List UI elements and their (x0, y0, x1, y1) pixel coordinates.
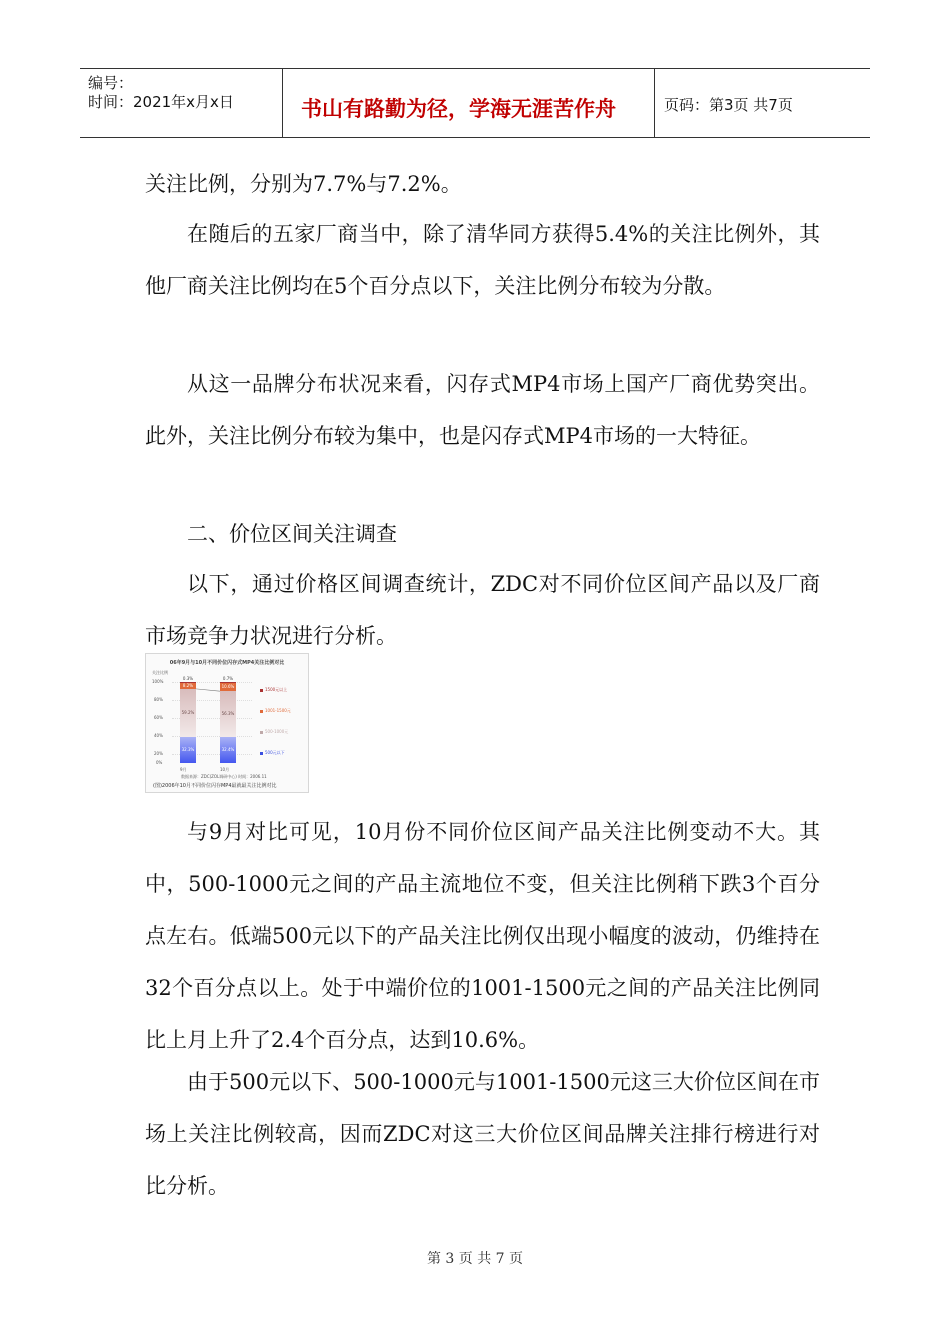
time-label: 时间：2021年x月x日 (88, 93, 234, 111)
header-page-cell (655, 69, 870, 137)
legend-item: 1001-1500元 (260, 708, 291, 714)
page-footer: 第 3 页 共 7 页 (426, 1251, 524, 1267)
page-label: 页码：第3页 共7页 (664, 96, 793, 114)
data-label: 0.7% (222, 676, 234, 681)
y-tick-label: 20% (154, 751, 163, 756)
chart-caption: (图)2006年10月不同价位闪存MP4最就最关注比例对比 (153, 783, 277, 789)
y-axis-label: 关注比例 (152, 670, 168, 675)
plot-area (172, 676, 252, 763)
legend-item: 500元以下 (260, 750, 285, 756)
series-connector-line (196, 689, 220, 691)
x-tick-label: 10月 (220, 767, 230, 772)
number-label: 编号： (88, 74, 134, 92)
data-label: 32.4% (221, 746, 235, 752)
chart-title: 06年9月与10月不同价位闪存式MP4关注比例对比 (169, 660, 285, 666)
data-label: 32.3% (181, 746, 195, 752)
motto-text: 书山有路勤为径，学海无涯苦作舟 (301, 97, 616, 121)
paragraph-5: 与9月对比可见，10月份不同价位区间产品关注比例变动不大。其中，500-1000元之间的产品主流地位不变，但关注比例稍下跌3个百分点左右。低端500元以下的产品关注比例仅出现小幅度的波动，仍维持在32个百分点以上。处于中端价位的1001-1500元之间的产品关注比例同比上月上升了2.4个百分点，达到10.6%。 (145, 820, 820, 1052)
section-heading: 二、价位区间关注调查 (187, 522, 397, 546)
chart-source: 数据来源：ZDC(ZOL调研中心) 时间：2006.11 (181, 774, 267, 779)
data-label: 59.2% (181, 709, 195, 715)
y-tick-label: 60% (154, 715, 163, 720)
y-tick-label: 100% (152, 679, 164, 684)
paragraph-3: 从这一品牌分布状况来看，闪存式MP4市场上国产厂商优势突出。此外，关注比例分布较为集中，也是闪存式MP4市场的一大特征。 (145, 372, 820, 448)
paragraph-4: 以下，通过价格区间调查统计，ZDC对不同价位区间产品以及厂商市场竞争力状况进行分析。 (145, 572, 820, 648)
header-motto-cell (283, 69, 655, 137)
price-range-chart (145, 653, 309, 793)
y-tick-label: 0% (156, 760, 163, 765)
header-meta-cell (80, 69, 283, 137)
data-label: 10.6% (221, 683, 235, 689)
data-label: 0.3% (182, 676, 194, 681)
data-label: 8.2% (182, 682, 194, 688)
y-tick-label: 40% (154, 733, 163, 738)
paragraph-6: 由于500元以下、500-1000元与1001-1500元这三大价位区间在市场上关注比例较高，因而ZDC对这三大价位区间品牌关注排行榜进行对比分析。 (145, 1070, 820, 1198)
trend-line-svg (172, 682, 252, 763)
x-tick-label: 9月 (180, 767, 187, 772)
paragraph-1: 关注比例，分别为7.7%与7.2%。 (145, 172, 462, 196)
data-label: 56.3% (221, 710, 235, 716)
page-header (80, 68, 870, 138)
legend-item: 1500元以上 (260, 687, 287, 693)
y-tick-label: 80% (154, 697, 163, 702)
legend-item: 500-1000元 (260, 729, 288, 735)
paragraph-2: 在随后的五家厂商当中，除了清华同方获得5.4%的关注比例外，其他厂商关注比例均在5个百分点以下，关注比例分布较为分散。 (145, 222, 820, 298)
